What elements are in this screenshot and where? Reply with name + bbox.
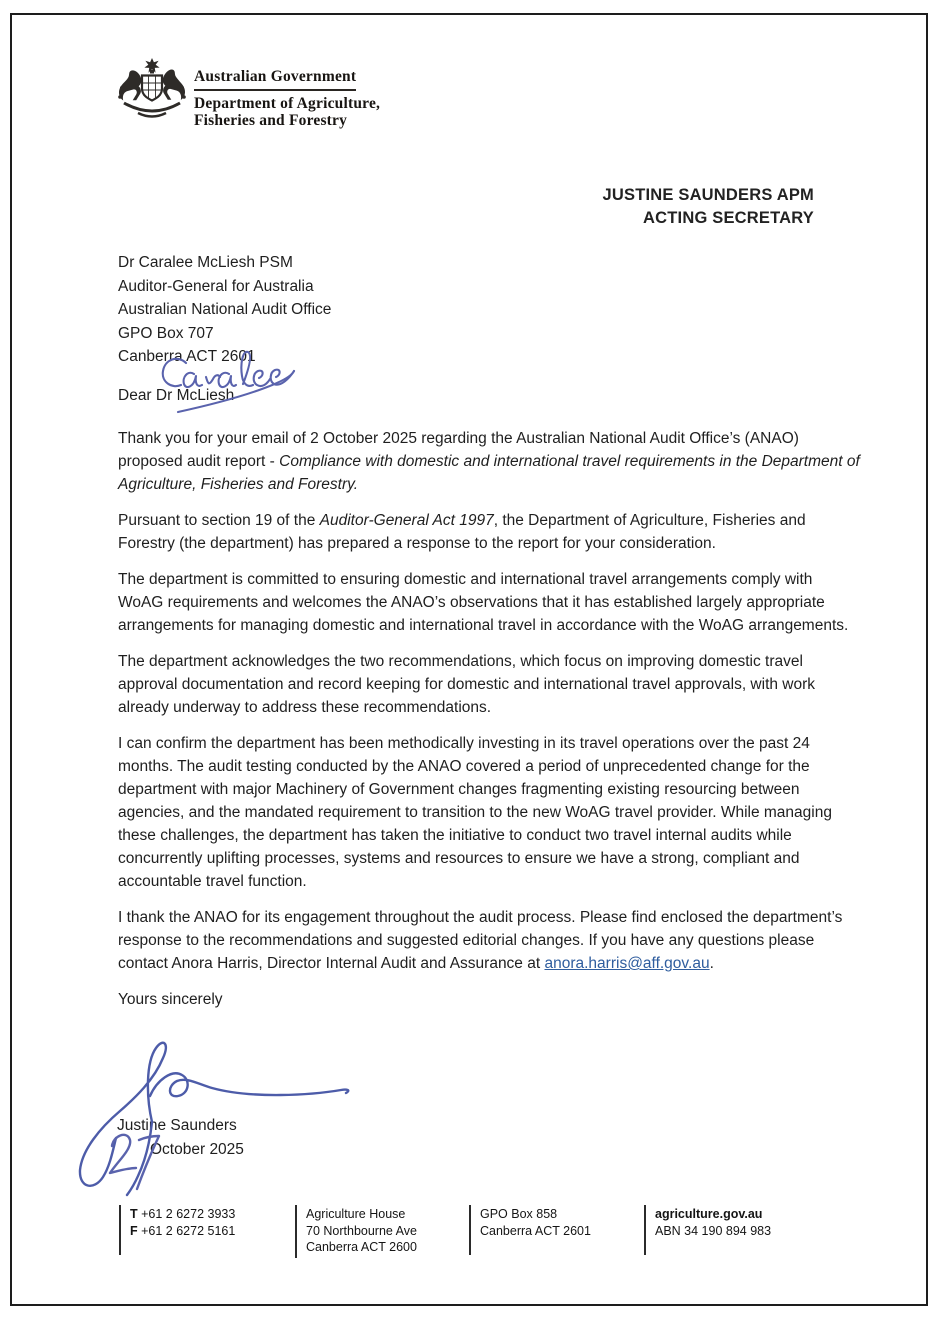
recipient-line: Dr Caralee McLiesh PSM bbox=[118, 254, 293, 271]
body-paragraph: The department acknowledges the two recommendations, which focus on improving domestic travel approval documentation and record keeping for domestic and international travel approvals, with work already underway to address these recommendations. bbox=[118, 653, 816, 716]
body-paragraph: Pursuant to section 19 of the Auditor-General Act 1997, the Department of Agriculture, Fisheries and Forestry (the department) has prepared a response to the report for your consideration. bbox=[118, 512, 806, 552]
footer-line: Canberra ACT 2601 bbox=[480, 1223, 591, 1238]
footer-postal-address-block bbox=[469, 1205, 640, 1255]
footer-line: Agriculture House bbox=[306, 1207, 406, 1221]
sender-block bbox=[0, 184, 814, 230]
email-link[interactable]: anora.harris@aff.gov.au bbox=[544, 955, 710, 972]
footer-abn: ABN 34 190 894 983 bbox=[655, 1223, 772, 1238]
report-title-italic: Compliance with domestic and international travel requirements in the Department of Agriculture, Fisheries and Forestry. bbox=[118, 453, 860, 493]
salutation-name-struck: McLiesh bbox=[176, 387, 235, 404]
letter-date: October 2025 bbox=[150, 1141, 244, 1158]
body-paragraph: The department is committed to ensuring domestic and international travel arrangements comply with WoAG requirements and welcomes the ANAO’s observations that it has established largely appropriate arrangements for managing domestic and international travel in accordance with the WoAG arrangements. bbox=[118, 571, 849, 634]
footer-line: Canberra ACT 2600 bbox=[306, 1240, 417, 1254]
footer-line: GPO Box 858 bbox=[480, 1207, 558, 1221]
salutation-prefix: Dear Dr bbox=[118, 387, 177, 404]
australian-coat-of-arms-icon bbox=[114, 57, 190, 121]
body-paragraph: I thank the ANAO for its engagement throughout the audit process. Please find enclosed the department’s response to the recommendations and suggested editorial changes. If you have any questions please contact Anora Harris, Director Internal Audit and Assurance at anora.harris@aff.gov.au. bbox=[118, 909, 843, 972]
sender-title: ACTING SECRETARY bbox=[643, 209, 814, 227]
footer-street-address-block bbox=[295, 1205, 466, 1258]
signatory-name: Justine Saunders bbox=[117, 1117, 237, 1134]
recipient-line: Australian National Audit Office bbox=[118, 301, 332, 318]
valediction: Yours sincerely bbox=[118, 991, 223, 1008]
body-paragraph: Thank you for your email of 2 October 2025 regarding the Australian National Audit Office’s (ANAO) proposed audit report - Compliance with domestic and international travel requirements in the Department of Agriculture, Fisheries and Forestry. bbox=[118, 430, 860, 493]
letterhead bbox=[194, 68, 380, 129]
recipient-line: GPO Box 707 bbox=[118, 324, 214, 342]
footer-website: agriculture.gov.au bbox=[655, 1207, 763, 1221]
letterhead-department-name: Department of Agriculture, Fisheries and Forestry bbox=[194, 95, 381, 129]
letter-body bbox=[118, 427, 860, 1024]
act-title-italic: Auditor-General Act 1997 bbox=[319, 512, 494, 529]
salutation bbox=[118, 387, 234, 405]
footer-phone-block bbox=[119, 1205, 290, 1255]
footer-line: F +61 2 6272 5161 bbox=[130, 1223, 236, 1238]
footer-line: T +61 2 6272 3933 bbox=[130, 1207, 236, 1221]
recipient-line: Canberra ACT 2601 bbox=[118, 348, 256, 365]
sender-name: JUSTINE SAUNDERS APM bbox=[602, 186, 814, 204]
footer-web-abn-block bbox=[644, 1205, 845, 1255]
footer-line: 70 Northbourne Ave bbox=[306, 1223, 417, 1238]
recipient-line: Auditor-General for Australia bbox=[118, 277, 314, 295]
body-paragraph: I can confirm the department has been methodically investing in its travel operations over the past 24 months. The audit testing conducted by the ANAO covered a period of unprecedented change for the department with major Machinery of Government changes fragmenting existing resourcing between agencies, and the mandated requirement to transition to the new WoAG travel provider. While managing these challenges, the department has taken the initiative to conduct two travel internal audits while concurrently uplifting processes, systems and resources to ensure we have a strong, compliant and accountable travel function. bbox=[118, 735, 832, 890]
recipient-address bbox=[118, 251, 331, 369]
letterhead-government-title: Australian Government bbox=[194, 68, 356, 91]
